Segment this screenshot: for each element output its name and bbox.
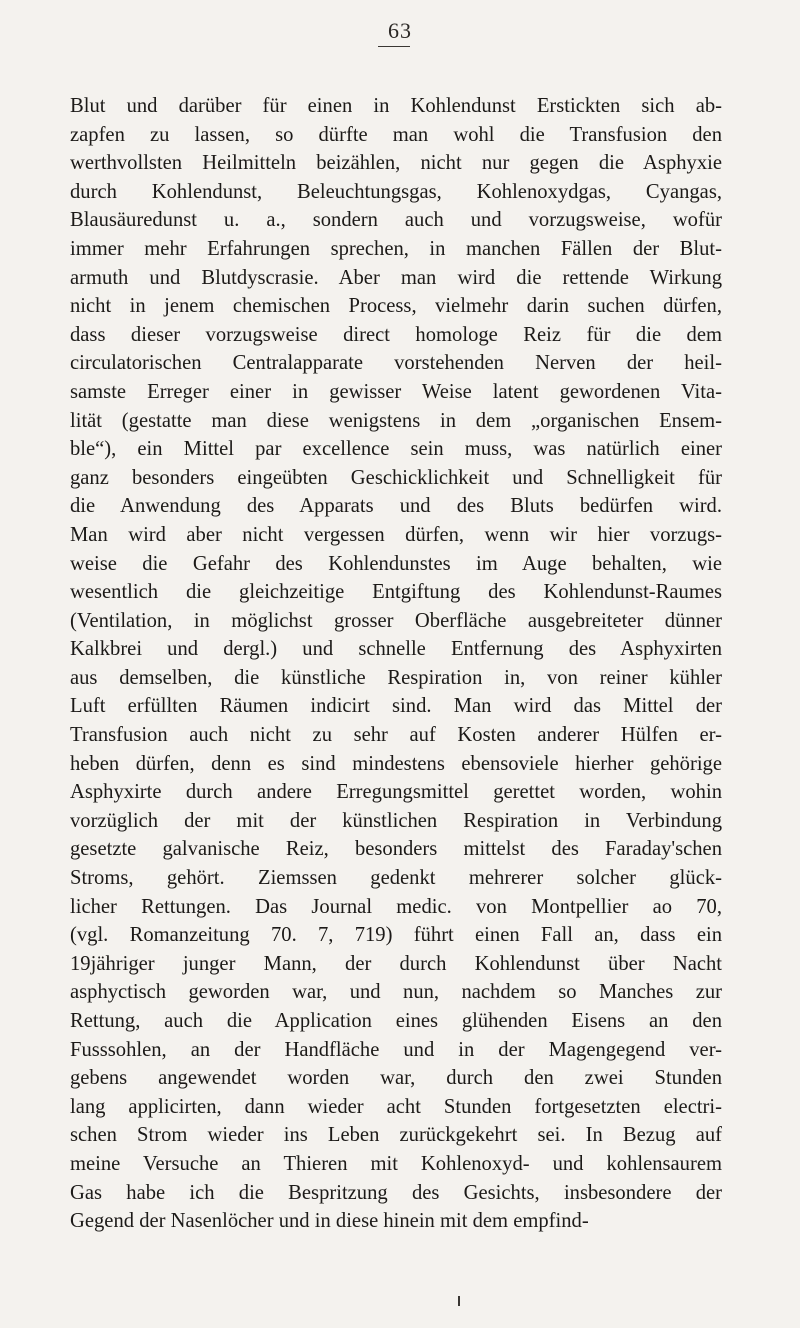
text-line: wesentlich die gleichzeitige Entgiftung des Kohlendunst-Raumes xyxy=(70,581,722,604)
text-line: Rettung, auch die Application eines glühenden Eisens an den xyxy=(70,1010,722,1032)
text-line: (vgl. Romanzeitung 70. 7, 719) führt einen Fall an, dass ein xyxy=(70,924,722,947)
text-line: lität (gestatte man diese wenigstens in dem „organischen Ensem- xyxy=(70,409,722,432)
text-line: durch Kohlendunst, Beleuchtungsgas, Kohlenoxydgas, Cyangas, xyxy=(70,180,722,203)
text-line: samste Erreger einer in gewisser Weise latent gewordenen Vita- xyxy=(70,380,722,403)
text-line: werthvollsten Heilmitteln beizählen, nicht nur gegen die Asphyxie xyxy=(70,152,722,175)
text-line: Stroms, gehört. Ziemssen gedenkt mehrerer solcher glück- xyxy=(70,867,722,890)
page-number: 63 xyxy=(388,18,412,43)
stray-mark xyxy=(458,1296,460,1306)
text-line: (Ventilation, in möglichst grosser Oberfläche ausgebreiteter dünner xyxy=(70,609,722,632)
text-line: heben dürfen, denn es sind mindestens ebensoviele hierher gehörige xyxy=(70,752,722,775)
text-line: circulatorischen Centralapparate vorstehenden Nerven der heil- xyxy=(70,352,722,375)
text-line: lang applicirten, dann wieder acht Stunden fortgesetzten electri- xyxy=(70,1095,722,1118)
text-line: ble“), ein Mittel par excellence sein muss, was natürlich einer xyxy=(70,438,722,461)
text-line: asphyctisch geworden war, und nun, nachdem so Manches zur xyxy=(70,981,722,1004)
text-line: die Anwendung des Apparats und des Bluts bedürfen wird. xyxy=(70,495,722,518)
text-line: Gas habe ich die Bespritzung des Gesichts, insbesondere der xyxy=(70,1181,722,1204)
text-line: aus demselben, die künstliche Respiration in, von reiner kühler xyxy=(70,666,722,689)
text-line: schen Strom wieder ins Leben zurückgekehrt sei. In Bezug auf xyxy=(70,1124,722,1147)
text-line: weise die Gefahr des Kohlendunstes im Auge behalten, wie xyxy=(70,552,722,575)
text-line: armuth und Blutdyscrasie. Aber man wird die rettende Wirkung xyxy=(70,266,722,289)
text-line: Blut und darüber für einen in Kohlendunst Erstickten sich ab- xyxy=(70,95,722,117)
text-line: Asphyxirte durch andere Erregungsmittel gerettet worden, wohin xyxy=(70,781,722,804)
text-line: Man wird aber nicht vergessen dürfen, wenn wir hier vorzugs- xyxy=(70,523,722,546)
text-line: Luft erfüllten Räumen indicirt sind. Man wird das Mittel der xyxy=(70,695,722,718)
text-line: immer mehr Erfahrungen sprechen, in manchen Fällen der Blut- xyxy=(70,237,722,260)
text-line: dass dieser vorzugsweise direct homologe Reiz für die dem xyxy=(70,323,722,346)
text-line: gebens angewendet worden war, durch den zwei Stunden xyxy=(70,1067,722,1090)
text-line: licher Rettungen. Das Journal medic. von Montpellier ao 70, xyxy=(70,895,722,918)
page-number-rule xyxy=(378,46,410,47)
text-line: Kalkbrei und dergl.) und schnelle Entfernung des Asphyxirten xyxy=(70,638,722,661)
text-line: ganz besonders eingeübten Geschicklichkeit und Schnelligkeit für xyxy=(70,466,722,489)
text-line: Transfusion auch nicht zu sehr auf Kosten anderer Hülfen er- xyxy=(70,724,722,747)
text-line: zapfen zu lassen, so dürfte man wohl die Transfusion den xyxy=(70,123,722,146)
text-line: Fusssohlen, an der Handfläche und in der Magengegend ver- xyxy=(70,1038,722,1061)
text-line: 19jähriger junger Mann, der durch Kohlendunst über Nacht xyxy=(70,952,722,975)
text-line: vorzüglich der mit der künstlichen Respiration in Verbindung xyxy=(70,809,722,832)
text-line: gesetzte galvanische Reiz, besonders mittelst des Faraday'schen xyxy=(70,838,722,861)
text-line: nicht in jenem chemischen Process, vielmehr darin suchen dürfen, xyxy=(70,295,722,318)
text-line: meine Versuche an Thieren mit Kohlenoxyd- und kohlensaurem xyxy=(70,1152,722,1175)
body-text xyxy=(70,92,722,1236)
text-line: Gegend der Nasenlöcher und in diese hinein mit dem empfind- xyxy=(70,1210,589,1233)
text-line: Blausäuredunst u. a., sondern auch und vorzugsweise, wofür xyxy=(70,209,722,232)
